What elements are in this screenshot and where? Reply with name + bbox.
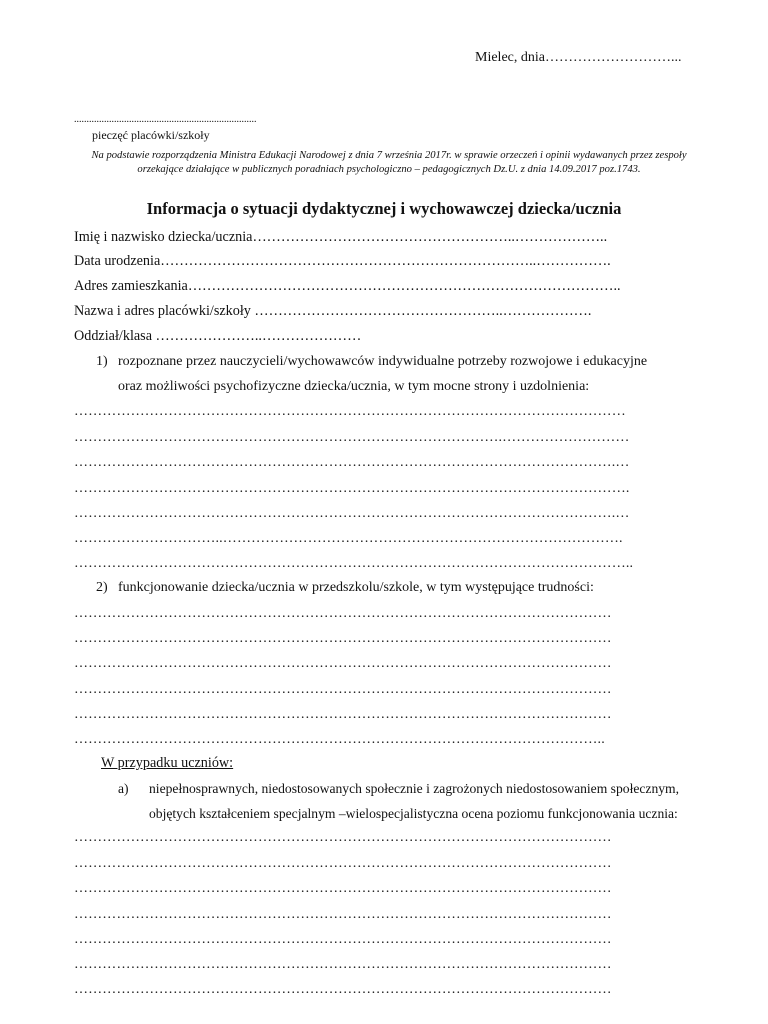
answer-line: …………………………………………………………………………………………………… <box>74 881 612 896</box>
field-school: Nazwa i adres placówki/szkoły ……………………………………………..………………. <box>74 303 592 319</box>
field-birth-date: Data urodzenia……………………………………………………………………..……………. <box>74 253 611 269</box>
stamp-dotted-line: ......................................................................... <box>74 114 257 125</box>
answer-line: …………………………………………………………………………………………………… <box>74 856 612 871</box>
answer-line: …………………………………………………………………………………………………… <box>74 932 612 947</box>
field-address: Adres zamieszkania……………………………………………………………………………….. <box>74 278 621 294</box>
question-1-text-line2: oraz możliwości psychofizyczne dziecka/ucznia, w tym mocne strony i uzdolnienia: <box>118 379 590 394</box>
item-a-text-line2: objętych kształceniem specjalnym –wielospecjalistyczna ocena poziomu funkcjonowania ucznia: <box>149 806 678 821</box>
answer-line: …………………………………………………………………………………………………… <box>74 682 612 697</box>
question-1-text-line1: rozpoznane przez nauczycieli/wychowawców indywidualne potrzeby rozwojowe i edukacyjne <box>118 354 648 369</box>
answer-line: …………………………………………………………………………………………………… <box>74 907 612 922</box>
answer-line: …………………………………………………………………………………………………… <box>74 830 612 845</box>
question-2-text: funkcjonowanie dziecka/ucznia w przedszkolu/szkole, w tym występujące trudności: <box>118 580 594 595</box>
item-a-text-line1: niepełnosprawnych, niedostosowanych społecznie i zagrożonych niedostosowaniem społecznym, <box>149 781 680 796</box>
answer-line: ………………………………………………………………………………………………………. <box>74 481 630 496</box>
date-line: Mielec, dnia………………………... <box>475 50 682 65</box>
item-a-label: a) <box>118 781 129 796</box>
answer-line: …………………………………………………………………………………………………… <box>74 656 612 671</box>
field-name: Imię i nazwisko dziecka/ucznia………………………………………………..……………….. <box>74 229 608 245</box>
answer-line: …………………………………………………………………………………………………… <box>74 707 612 722</box>
answer-line: …………………………………………………………………………………………………… <box>74 631 612 646</box>
answer-line: …………………………………………………………………………………………………….… <box>74 506 630 521</box>
answer-line: …………………………………………………………………………………………………… <box>74 606 612 621</box>
answer-line: ……………………………………………………………………………………………………….. <box>74 556 634 571</box>
question-2-number: 2) <box>96 580 108 595</box>
answer-line: ……………………………………………………………………………………………………… <box>74 404 626 419</box>
answer-line: …………………………………………………………………………………………………… <box>74 982 612 997</box>
answer-line: …………………………………………………………………………………………………… <box>74 957 612 972</box>
legal-basis-note: Na podstawie rozporządzenia Ministra Edukacji Narodowej z dnia 7 września 2017r. w sprawie orzeczeń i opinii wydawanych przez zespoły orzekające działające w publicznych poradniach psychologiczno – pedagogicznych Dz.U. z dnia 14.09.2017 poz.1743. <box>91 150 687 175</box>
answer-line: …………………………………………………………………………………………………….… <box>74 455 630 470</box>
students-section-heading: W przypadku uczniów: <box>101 755 234 771</box>
document-title: Informacja o sytuacji dydaktycznej i wychowawczej dziecka/ucznia <box>146 199 622 218</box>
question-1-number: 1) <box>96 354 108 369</box>
answer-line: ……………………………………………………………………………….……………………… <box>74 430 630 445</box>
answer-line: …………………………..…………………………………………………………………………. <box>74 531 623 546</box>
answer-line: ………………………………………………………………………………………………….. <box>74 732 605 747</box>
stamp-label: pieczęć placówki/szkoły <box>92 128 210 142</box>
field-class: Oddział/klasa …………………..………………… <box>74 328 362 344</box>
